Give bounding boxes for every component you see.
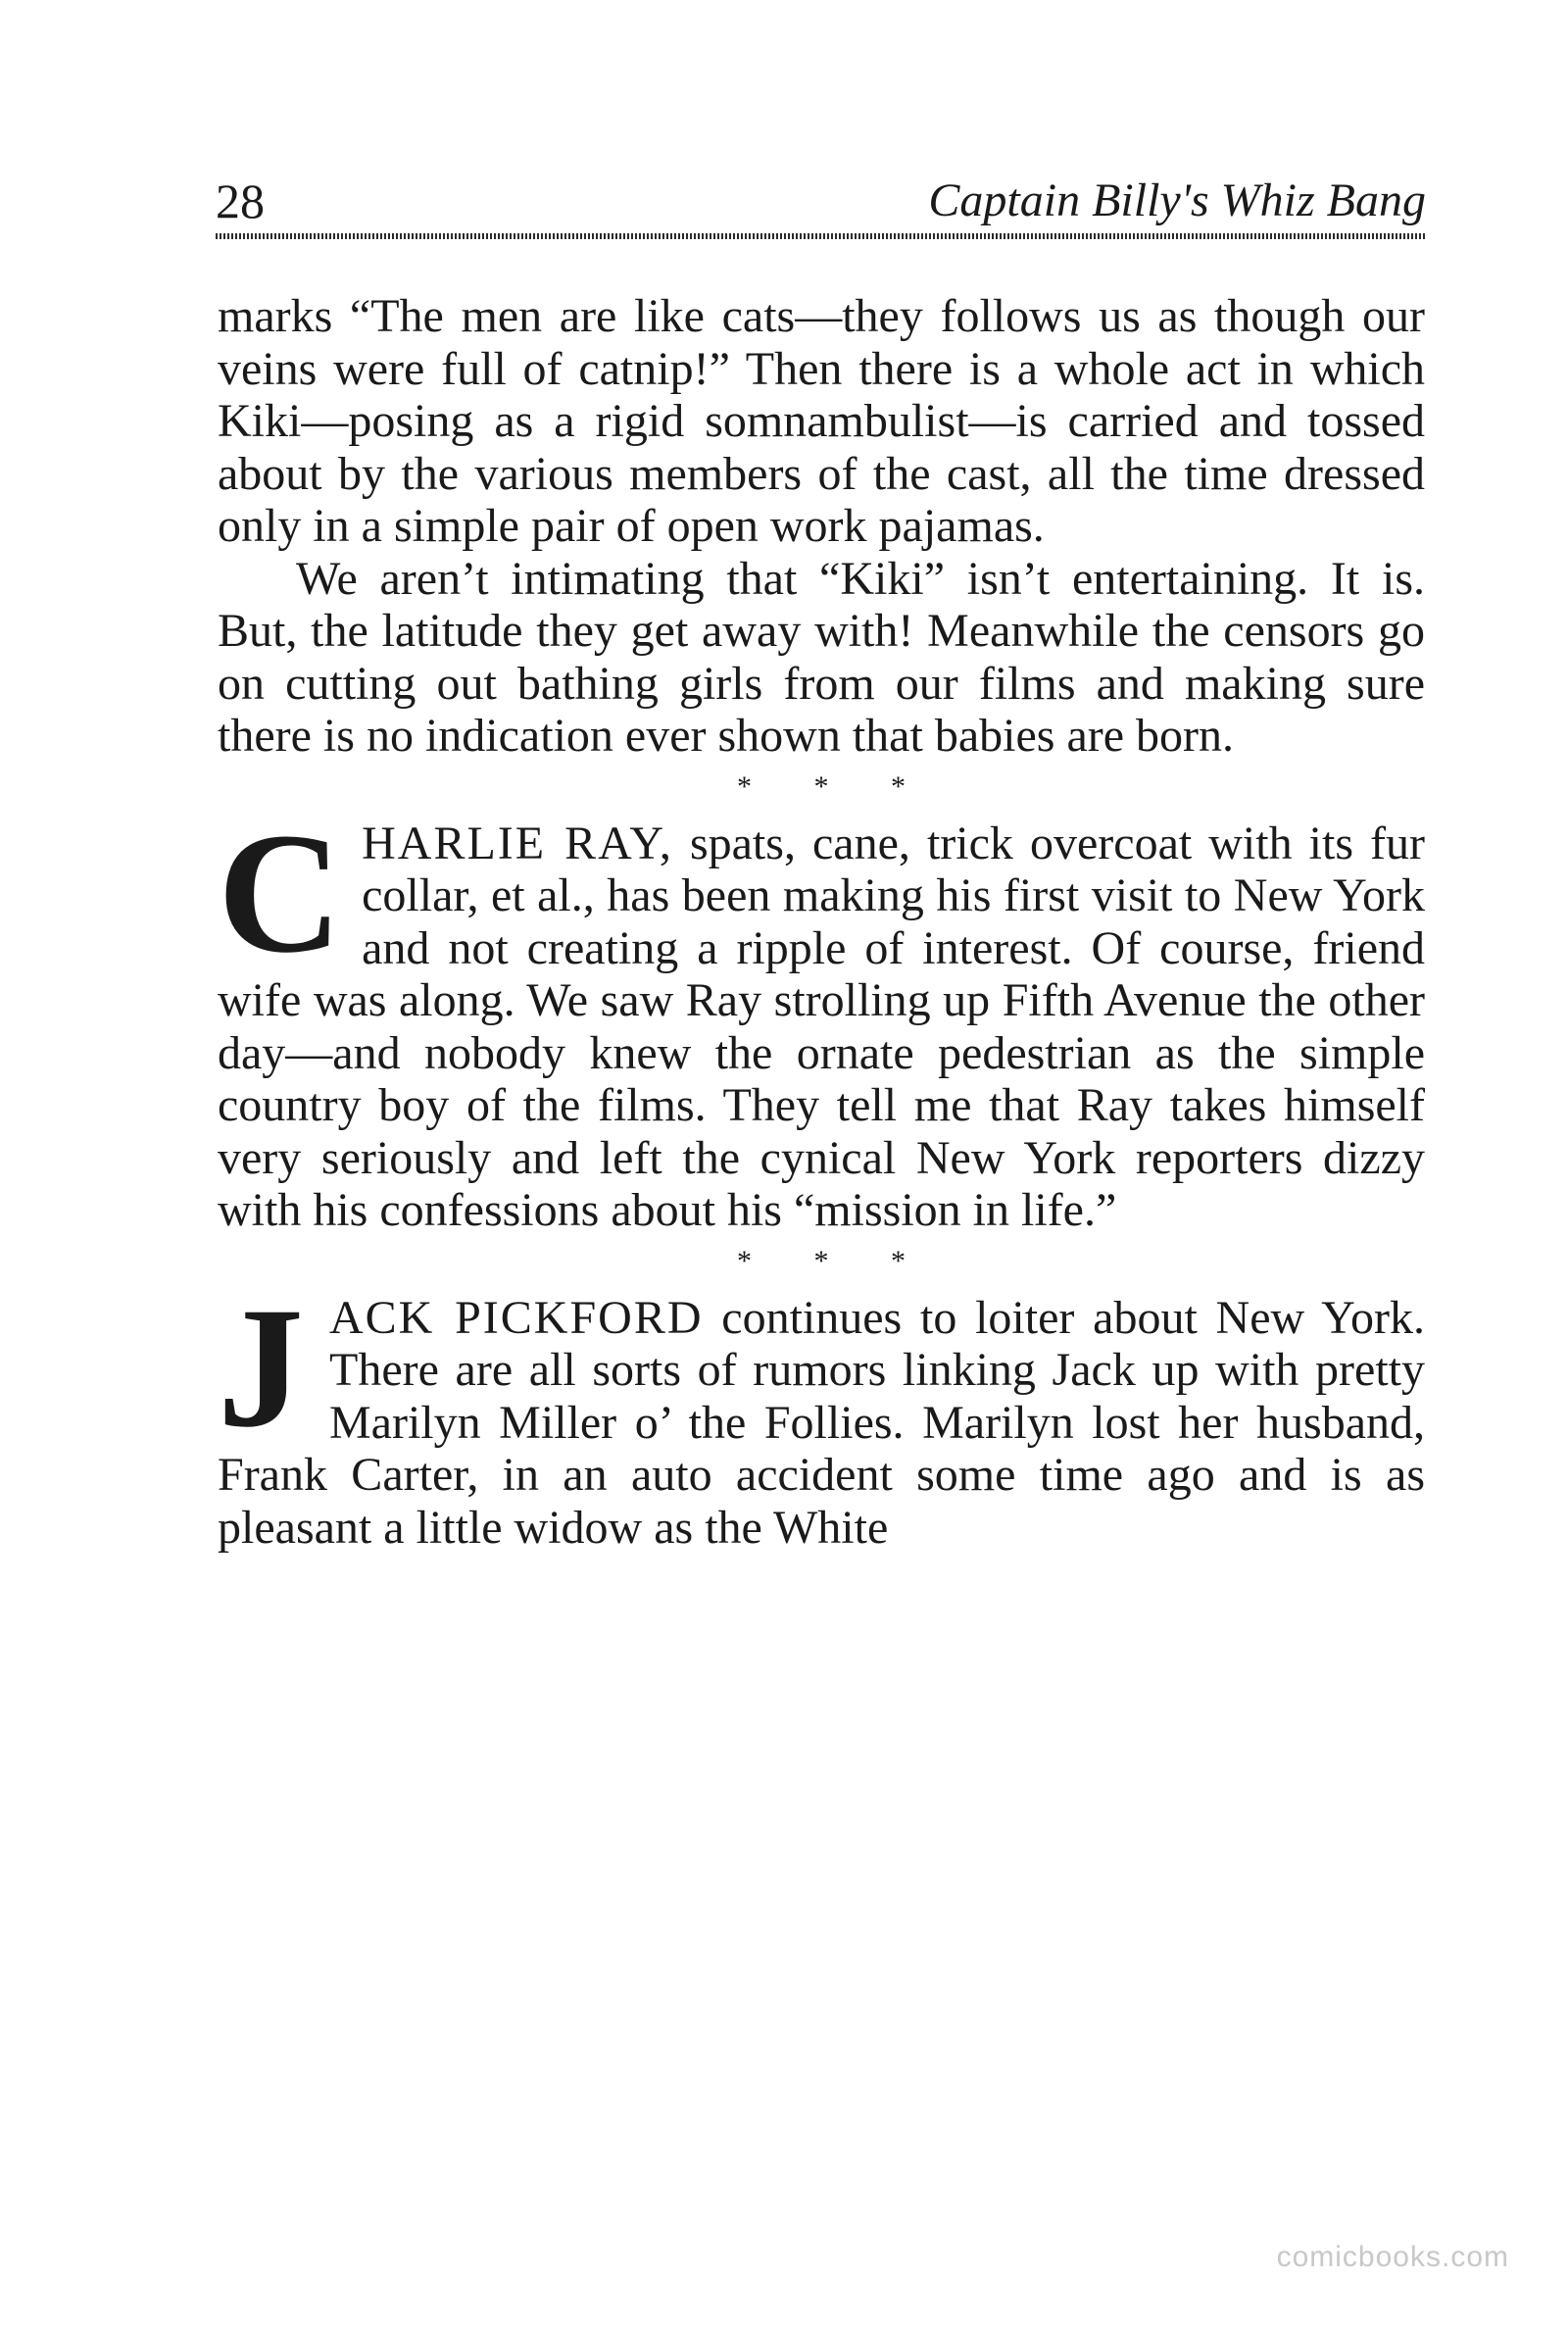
drop-cap-letter: J	[218, 1291, 304, 1463]
paragraph-kiki-continued: marks “The men are like cats—they follows us as though our veins were full of catnip!” Then there is a whole act in which Kiki—posing as a rigid somnambulist—is carried and tossed about by the various members of the cast, all the time dressed only in a simple pair of open work pajamas.	[218, 290, 1425, 552]
header-rule	[216, 233, 1426, 239]
paragraph-kiki-censors: We aren’t intimating that “Kiki” isn’t entertaining. It is. But, the latitude they get away with! Meanwhile the censors go on cutting out bathing girls from our films and making sure there is no indication ever shown that babies are born.	[218, 552, 1425, 762]
page-number: 28	[216, 173, 265, 228]
item-jack-pickford	[218, 1292, 1425, 1555]
watermark: comicbooks.com	[1276, 2241, 1509, 2273]
item-body-text: continues to loiter about New York. There are all sorts of rumors linking Jack up with pretty Marilyn Miller o’ the Follies. Marilyn lost her husband, Frank Carter, in an auto accident some time ago and is as pleasant a little widow as the White	[218, 1291, 1425, 1554]
item-lead-words: HARLIE RAY,	[362, 817, 673, 869]
drop-cap-letter: C	[218, 817, 343, 989]
magazine-title: Captain Billy's Whiz Bang	[928, 174, 1426, 226]
item-lead-words: ACK PICKFORD	[329, 1291, 704, 1344]
item-body-text: spats, cane, trick overcoat with its fur collar, et al., has been making his first visit to New York and not creating a ripple of interest. Of course, friend wife was along. We saw Ray strolling up Fifth Avenue the other day—and nobody knew the ornate pedestrian as the simple country boy of the films. They tell me that Ray takes himself very seriously and left the cynical New York reporters dizzy with his confessions about his “mission in life.”	[218, 817, 1425, 1236]
section-separator: * * *	[737, 769, 933, 803]
section-separator: * * *	[737, 1244, 933, 1277]
item-charlie-ray	[218, 817, 1425, 1237]
running-header	[216, 172, 1426, 230]
text-column	[218, 290, 1425, 1554]
